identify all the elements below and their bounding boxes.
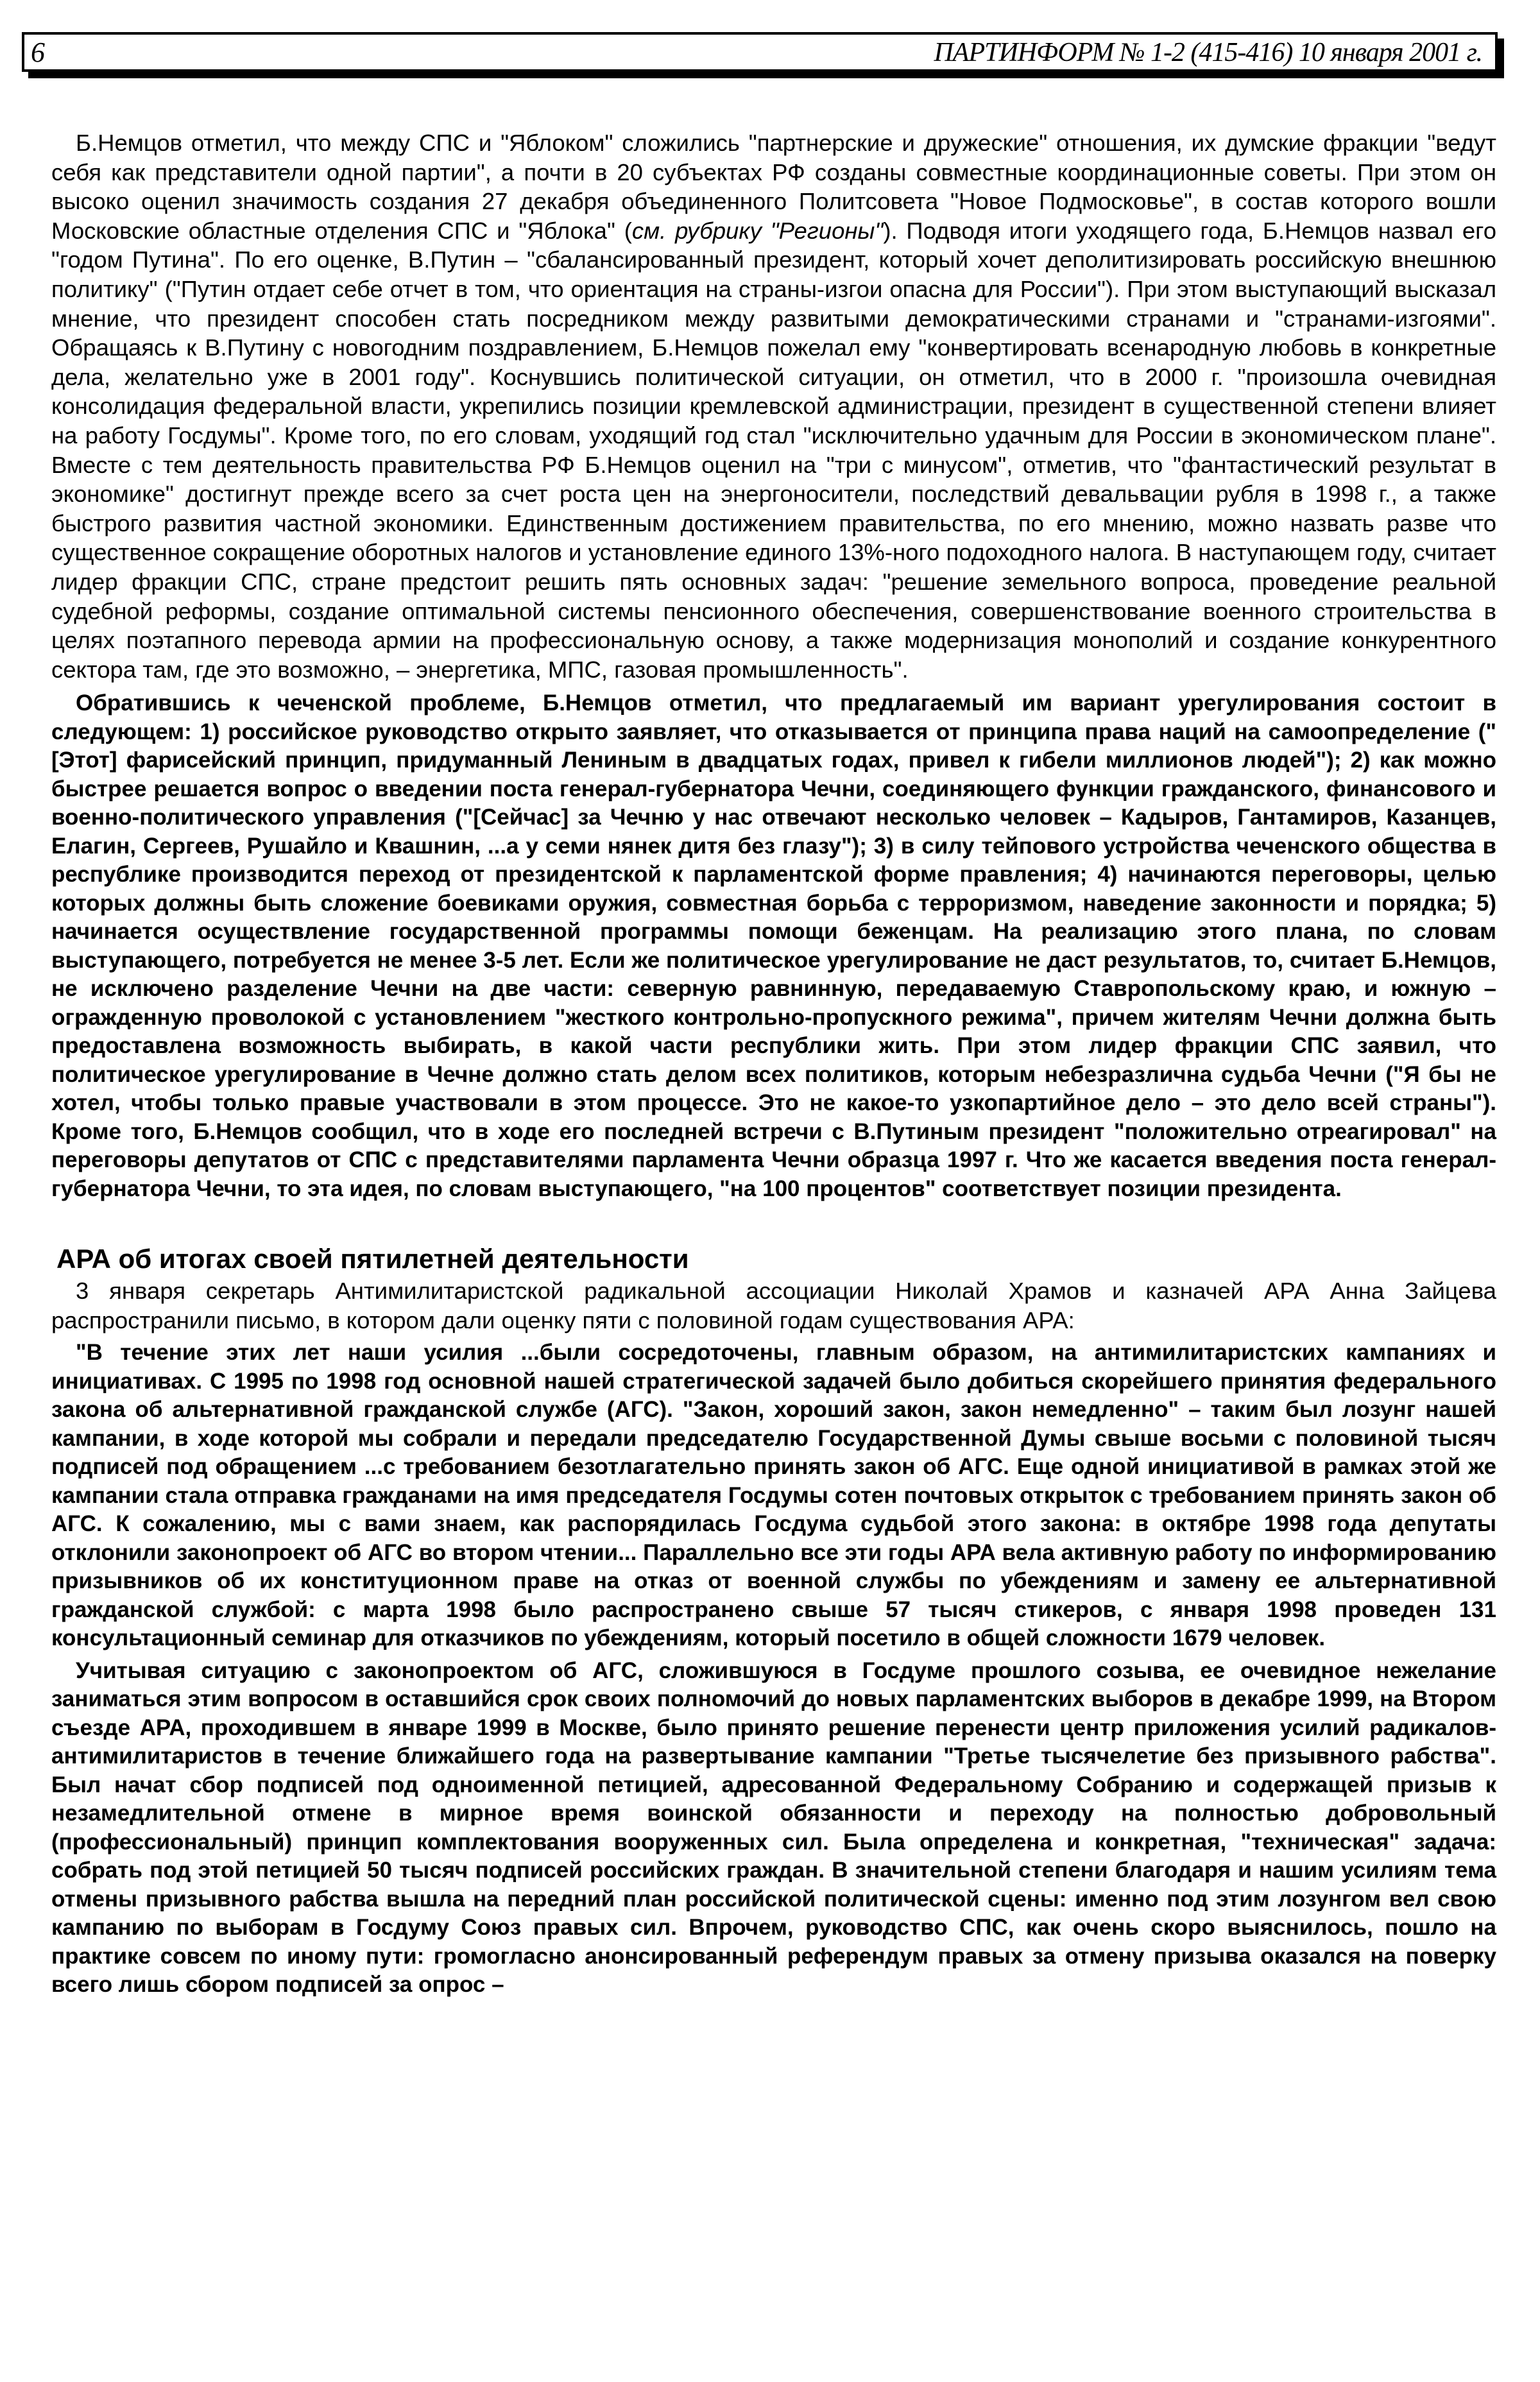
publication-title: ПАРТИНФОРМ № 1-2 (415-416) 10 января 2001 г. — [934, 38, 1482, 67]
paragraph-ara-intro: 3 января секретарь Антимилитаристской радикальной ассоциации Николай Храмов и казначей АРА Анна Зайцева распространили письмо, в котором дали оценку пяти с половиной годам существования АРА: — [51, 1278, 1496, 1333]
paragraph-ara-quote-1: "В течение этих лет наши усилия ...были сосредоточены, главным образом, на антимилитаристских кампаниях и инициативах. С 1995 по 1998 год основной нашей стратегической задачей было добиться скорейшего принятия федерального закона об альтернативной гражданской службе (АГС). "Закон, хороший закон, закон немедленно" – таким был лозунг нашей кампании, в ходе которой мы собрали и передали председателю Государственной Думы свыше восьми с половиной тысяч подписей под обращением ...с требованием безотлагательно принять закон об АГС. Еще одной инициативой в рамках этой же кампании стала отправка гражданами на имя председателя Госдумы сотен почтовых открыток с требованием принять закон об АГС. К сожалению, мы с вами знаем, как распорядилась Госдума судьбой этого закона: в октябре 1998 года депутаты отклонили законопроект об АГС во втором чтении... Параллельно все эти годы АРА вела активную работу по информированию призывников об их конституционном праве на отказ от военной службы по убеждениям и замену ее альтернативной гражданской службой: с марта 1998 было распространено свыше 57 тысяч стикеров, с января 1998 проведен 131 консультационный семинар для отказчиков по убеждениям, который посетило в общей сложности 1679 человек. — [51, 1340, 1496, 1651]
paragraph-nemtsov-intro — [51, 128, 1496, 684]
page-header — [22, 32, 1498, 72]
section-heading: АРА об итогах своей пятилетней деятельности — [56, 1244, 689, 1274]
paragraph-text: ). Подводя итоги уходящего года, Б.Немцов назвал его "годом Путина". По его оценке, В.Путин – "сбалансированный президент, который хочет деполитизировать российскую внешнюю политику" ("Путин отдает себе отчет в том, что ориентация на страны-изгои опасна для России"). При этом выступающий высказал мнение, что президент способен стать посредником между развитыми демократическими странами и "странами-изгоями". Обращаясь к В.Путину с новогодним поздравлением, Б.Немцов пожелал ему "конвертировать всенародную любовь в конкретные дела, желательно уже в 2001 году". Коснувшись политической ситуации, он отметил, что в 2000 г. "произошла очевидная консолидация федеральной власти, укрепились позиции кремлевской администрации, президент в существенной степени влияет на работу Госдумы". Кроме того, по его словам, уходящий год стал "исключительно удачным для России в экономическом плане". Вместе с тем деятельность правительства РФ Б.Немцов оценил на "три с минусом", отметив, что "фантастический результат в экономике" достигнут прежде всего за счет роста цен на энергоносители, последствий девальвации рубля в 1998 г., а также быстрого развития частной экономики. Единственным достижением правительства, по его мнению, можно назвать разве что существенное сокращение оборотных налогов и установление единого 13%-ного подоходного налога. В наступающем году, считает лидер фракции СПС, стране предстоит решить пять основных задач: "решение земельного вопроса, проведение реальной судебной реформы, создание оптимальной системы пенсионного обеспечения, совершенствование военного строительства в целях поэтапного перевода армии на профессиональную основу, а также модернизация монополий и создание конкурентного сектора там, где это возможно, – энергетика, МПС, газовая промышленность". — [51, 217, 1496, 683]
paragraph-text: Б.Немцов отметил, что между СПС и "Яблоком" сложились "партнерские и дружеские" отношения, их думские фракции "ведут себя как представители одной партии", а почти в 20 субъектах РФ созданы совместные координационные советы. При этом он высоко оценил значимость создания 27 декабря объединенного Политсовета "Новое Подмосковье", в состав которого вошли Московские областные отделения СПС и "Яблока" ( — [51, 130, 1496, 244]
rubric-reference: см. рубрику "Регионы" — [631, 217, 884, 244]
paragraph-ara-quote-2: Учитывая ситуацию с законопроектом об АГС, сложившуюся в Госдуме прошлого созыва, ее очевидное нежелание заниматься этим вопросом в оставшийся срок своих полномочий до новых парламентских выборов в декабре 1999, на Втором съезде АРА, проходившем в январе 1999 в Москве, было принято решение перенести центр приложения усилий радикалов-антимилитаристов в течение ближайшего года на развертывание кампании "Третье тысячелетие без призывного рабства". Был начат сбор подписей под одноименной петицией, адресованной Федеральному Собранию и содержащей призыв к незамедлительной отмене в мирное время воинской обязанности и переходу на полностью добровольный (профессиональный) принцип комплектования вооруженных сил. Была определена и конкретная, "техническая" задача: собрать под этой петицией 50 тысяч подписей российских граждан. В значительной степени благодаря и нашим усилиям тема отмены призывного рабства вышла на передний план российской политической сцены: именно под этим лозунгом вел свою кампанию по выборам в Госдуму Союз правых сил. Впрочем, руководство СПС, как очень скоро выяснилось, пошло на практике совсем по иному пути: громогласно анонсированный референдум правых за отмену призыва оказался на поверку всего лишь сбором подписей за опрос – — [51, 1658, 1496, 1998]
article-body — [51, 128, 1496, 2000]
paragraph-chechnya: Обратившись к чеченской проблеме, Б.Немцов отметил, что предлагаемый им вариант урегулирования состоит в следующем: 1) российское руководство открыто заявляет, что отказывается от принципа права наций на самоопределение ("[Этот] фарисейский принцип, придуманный Лениным в двадцатых годах, привел к гибели миллионов людей"); 2) как можно быстрее решается вопрос о введении поста генерал-губернатора Чечни, соединяющего функции гражданского, финансового и военно-политического управления ("[Сейчас] за Чечню у нас отвечают несколько человек – Кадыров, Гантамиров, Казанцев, Елагин, Сергеев, Рушайло и Квашнин, ...а у семи нянек дитя без глазу"); 3) в силу тейпового устройства чеченского общества в республике производится переход от президентской к парламентской форме правления; 4) начинаются переговоры, целью которых должны быть сложение боевиками оружия, совместная борьба с терроризмом, наведение законности и порядка; 5) начинается осуществление государственной программы помощи беженцам. На реализацию этого плана, по словам выступающего, потребуется не менее 3-5 лет. Если же политическое урегулирование не даст результатов, то, считает Б.Немцов, не исключено разделение Чечни на две части: северную равнинную, передаваемую Ставропольскому краю, и южную – огражденную проволокой с установлением "жесткого контрольно-пропускного режима", причем жителям Чечни должна быть предоставлена возможность выбирать, в какой части республики жить. При этом лидер фракции СПС заявил, что политическое урегулирование в Чечне должно стать делом всех политиков, которым небезразлична судьба Чечни ("Я бы не хотел, чтобы только правые участвовали в этом процессе. Это не какое-то узкопартийное дело – это дело всей страны"). Кроме того, Б.Немцов сообщил, что в ходе его последней встречи с В.Путиным президент "положительно отреагировал" на переговоры депутатов от СПС с представителями парламента Чечни образца 1997 г. Что же касается введения поста генерал-губернатора Чечни, то эта идея, по словам выступающего, "на 100 процентов" соответствует позиции президента. — [51, 690, 1496, 1201]
page-number: 6 — [31, 37, 45, 68]
